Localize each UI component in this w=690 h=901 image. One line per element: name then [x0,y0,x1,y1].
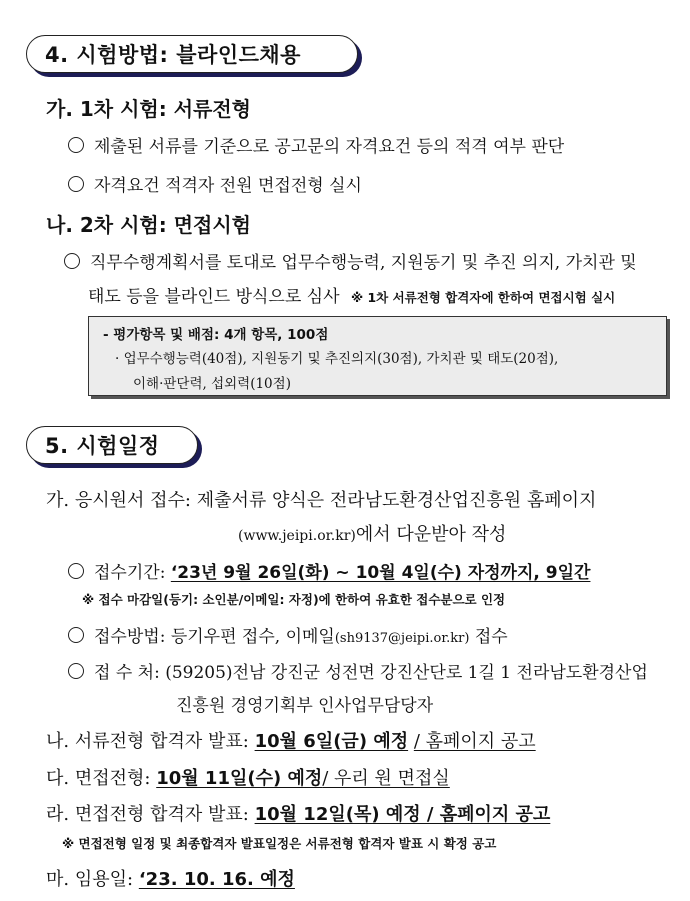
list-item [68,171,362,196]
place-row-cont [176,691,433,716]
item-text: 직무수행계획서를 토대로 업무수행능력, 지원동기 및 추진 의지, 가치관 및 [90,253,637,273]
method-tail: 접수 [474,627,508,647]
period-row [68,558,590,583]
list-item [68,132,564,157]
evaluation-box [88,316,667,396]
item-text: 제출된 서류를 기준으로 공고문의 자격요건 등의 적격 여부 판단 [94,137,565,157]
method-row [68,622,508,647]
list-label: 가. [46,490,70,511]
item-text: 태도 등을 블라인드 방식으로 심사 [88,287,340,307]
list-label: 다. [46,768,70,789]
circle-bullet-icon [64,253,80,269]
period-label: 접수기간: [94,563,166,583]
schedule-d-note: ※ 면접전형 일정 및 최종합격자 발표일정은 서류전형 합격자 발표 시 확정 공고 [62,836,497,851]
evaluation-title: - 평가항목 및 배점: 4개 항목, 100점 [103,327,329,343]
place-text: (59205)전남 강진군 성전면 강진산단로 1길 1 전라남도환경산업 [165,663,648,683]
list-item-continued [88,282,615,307]
list-title: 2차 시험: 면접시험 [79,213,251,237]
evaluation-line: 이해·판단력, 섭외력(10점) [133,376,291,392]
period-note: ※ 접수 마감일(등기: 소인분/이메일: 자정)에 한하여 유효한 접수분으로 인정 [82,592,506,607]
item-text: 자격요건 적격자 전원 면접전형 실시 [94,176,362,196]
date-value: ‘23. 10. 16. 예정 [138,869,295,890]
place-label: 접 수 처: [94,663,160,683]
period-value: ‘23년 9월 26일(화) ~ 10월 4일(수) 자정까지, 9일간 [170,563,591,583]
item-text: 면접전형: [74,768,151,789]
item-text: 에서 다운받아 작성 [355,524,507,545]
homepage-url: (www.jeipi.or.kr) [238,528,356,544]
schedule-a [46,486,596,512]
date-value: 10월 12일(목) 예정 / 홈페이지 공고 [254,804,551,825]
method-text: 등기우편 접수, 이메일 [170,627,335,647]
schedule-d [46,800,550,826]
place-row [68,658,648,683]
circle-bullet-icon [68,137,84,153]
list-label: 나. [46,731,70,752]
list-label: 마. [46,869,70,890]
list-label: 라. [46,804,70,825]
place-text: 진흥원 경영기획부 인사업무담당자 [176,696,434,716]
section-4-heading [26,35,358,73]
section-5-title: 5. 시험일정 [45,434,160,458]
section-4-b-heading [46,209,251,238]
section-4-title: 4. 시험방법: 블라인드채용 [45,43,301,67]
date-value: 10월 6일(금) 예정 [254,731,409,752]
item-text: 응시원서 접수: 제출서류 양식은 전라남도환경산업진흥원 홈페이지 [74,490,597,511]
item-text: 서류전형 합격자 발표: [74,731,249,752]
item-note: ※ 1차 서류전형 합격자에 한하여 면접시험 실시 [350,290,616,305]
circle-bullet-icon [68,563,84,579]
schedule-e [46,865,295,891]
item-text: 면접전형 합격자 발표: [74,804,249,825]
list-label: 나. [46,213,73,237]
item-tail: / 우리 원 면접실 [322,768,450,789]
email-address: (sh9137@jeipi.or.kr) [334,631,470,646]
list-item [64,248,637,273]
schedule-a-cont [238,520,506,546]
section-4-a-heading [46,93,251,122]
evaluation-line: · 업무수행능력(40점), 지원동기 및 추진의지(30점), 가치관 및 태도(20점), [115,351,559,367]
schedule-c [46,764,450,790]
schedule-b [46,727,536,753]
circle-bullet-icon [68,176,84,192]
circle-bullet-icon [68,627,84,643]
circle-bullet-icon [68,663,84,679]
method-label: 접수방법: [94,627,166,647]
item-text: 임용일: [74,869,134,890]
item-tail: / 홈페이지 공고 [413,731,536,752]
list-label: 가. [46,97,73,121]
list-title: 1차 시험: 서류전형 [79,97,251,121]
section-5-heading [26,426,198,464]
date-value: 10월 11일(수) 예정 [156,768,323,789]
